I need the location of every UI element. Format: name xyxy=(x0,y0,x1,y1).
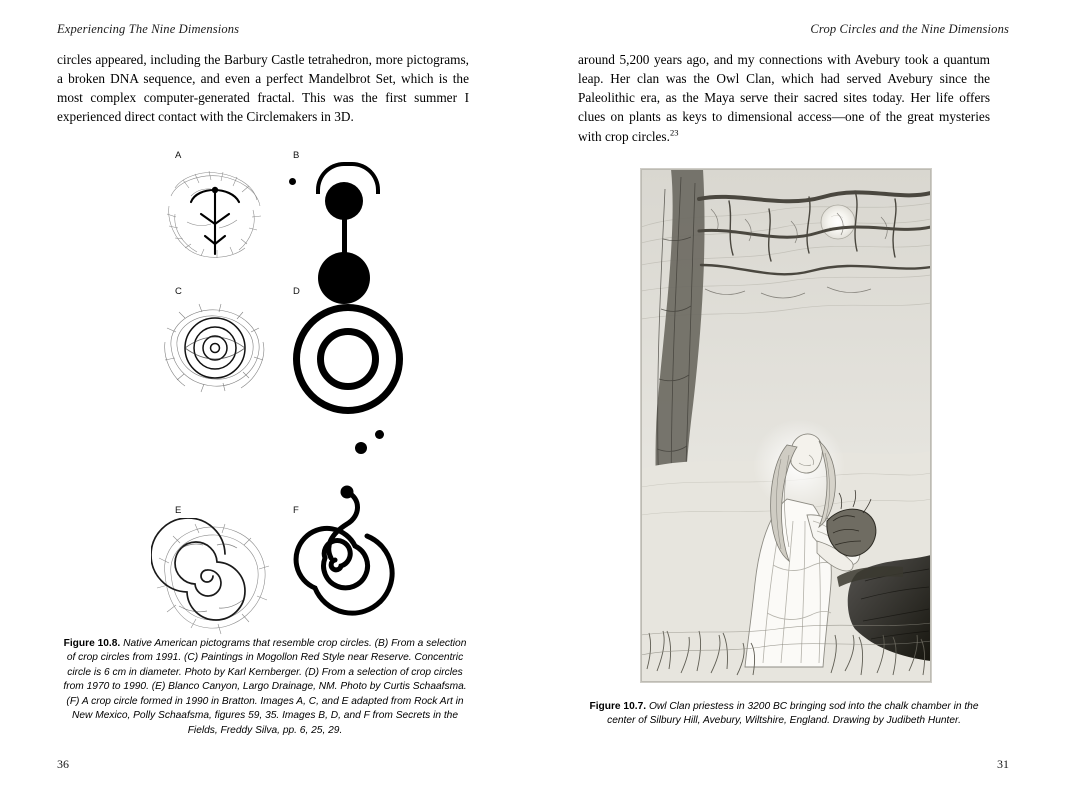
figure-10-7-caption-line-1: Owl Clan priestess in 3200 BC bringing sod into the chalk chamber in the xyxy=(648,701,979,712)
figure-10-8-caption-line-4: from 1970 to 1990. (E) Blanco Canyon, Largo Drainage, NM. Photo by Curtis Schaafsma. xyxy=(63,681,467,693)
pictogram-f-shape xyxy=(275,480,415,640)
footnote-marker: 23 xyxy=(669,127,679,138)
right-body-paragraph xyxy=(578,50,990,146)
figure-10-7-number: Figure 10.7. xyxy=(589,701,647,712)
pictogram-label-d: D xyxy=(293,286,300,297)
right-body-text: around 5,200 years ago, and my connections with Avebury took a quantum leap. Her clan was the Owl Clan, which had served Avebury since the Paleolithic era, as the Maya serve their sacred sites today. Her life offers clues on plants as keys to dimensional access—one of the great mysteries with crop circles. xyxy=(578,52,990,144)
figure-10-7-caption xyxy=(578,700,990,729)
figure-10-8-caption-line-7: from Secrets in the Fields, Freddy Silva, pp. 6, 25, 29. xyxy=(187,710,458,736)
running-head-right: Crop Circles and the Nine Dimensions xyxy=(810,22,1009,36)
pictogram-label-c: C xyxy=(175,286,182,297)
right-page-body xyxy=(578,50,990,146)
running-head-left: Experiencing The Nine Dimensions xyxy=(57,22,240,36)
figure-10-7-artwork xyxy=(640,168,932,683)
figure-10-8-caption-line-6: Rock Art in New Mexico, Polly Schaafsma, figures 59, 35. Images B, D, and F xyxy=(72,695,464,722)
figure-10-7-caption-line-2: center of Silbury Hill, Avebury, Wiltshire, England. Drawing by Judibeth Hunter. xyxy=(607,715,961,727)
priestess-drawing xyxy=(641,169,931,682)
left-page-body xyxy=(57,50,469,127)
figure-10-8-caption-line-3: circle is 6 cm in diameter. Photo by Karl Kernberger. (D) From a selection of crop circles xyxy=(67,666,463,678)
pictogram-label-f: F xyxy=(293,505,299,516)
pictogram-b-shape xyxy=(283,162,403,272)
pictogram-c-sketch xyxy=(159,298,271,403)
pictogram-label-a: A xyxy=(175,150,182,161)
pictogram-label-e: E xyxy=(175,505,182,516)
figure-10-8-artwork xyxy=(57,140,469,640)
page-number-left: 36 xyxy=(57,757,69,771)
pictogram-a-sketch xyxy=(161,162,271,272)
figure-10-8-caption-line-5: (F) A crop circle formed in 1990 in Bratton. Images A, C, and E adapted from xyxy=(66,695,412,707)
figure-10-8-caption-line-1: Native American pictograms that resemble crop circles. (B) From a selection xyxy=(123,638,467,649)
page-number-right: 31 xyxy=(997,757,1009,771)
pictogram-d-shape xyxy=(271,290,411,460)
pictogram-e-sketch xyxy=(151,518,277,643)
left-body-paragraph: circles appeared, including the Barbury Castle tetrahedron, more pictograms, a broken DNA sequence, and even a perfect Mandelbrot Set, which is the most complex computer-generated fractal. This was the first summer I experienced direct contact with the Circlemakers in 3D. xyxy=(57,52,469,125)
pictogram-label-b: B xyxy=(293,150,300,161)
figure-10-8-caption xyxy=(60,637,470,738)
figure-10-8-caption-line-2: of crop circles from 1991. (C) Paintings in Mogollon Red Style near Reserve. Concentric xyxy=(66,652,464,664)
figure-10-8-number: Figure 10.8. xyxy=(63,638,121,649)
